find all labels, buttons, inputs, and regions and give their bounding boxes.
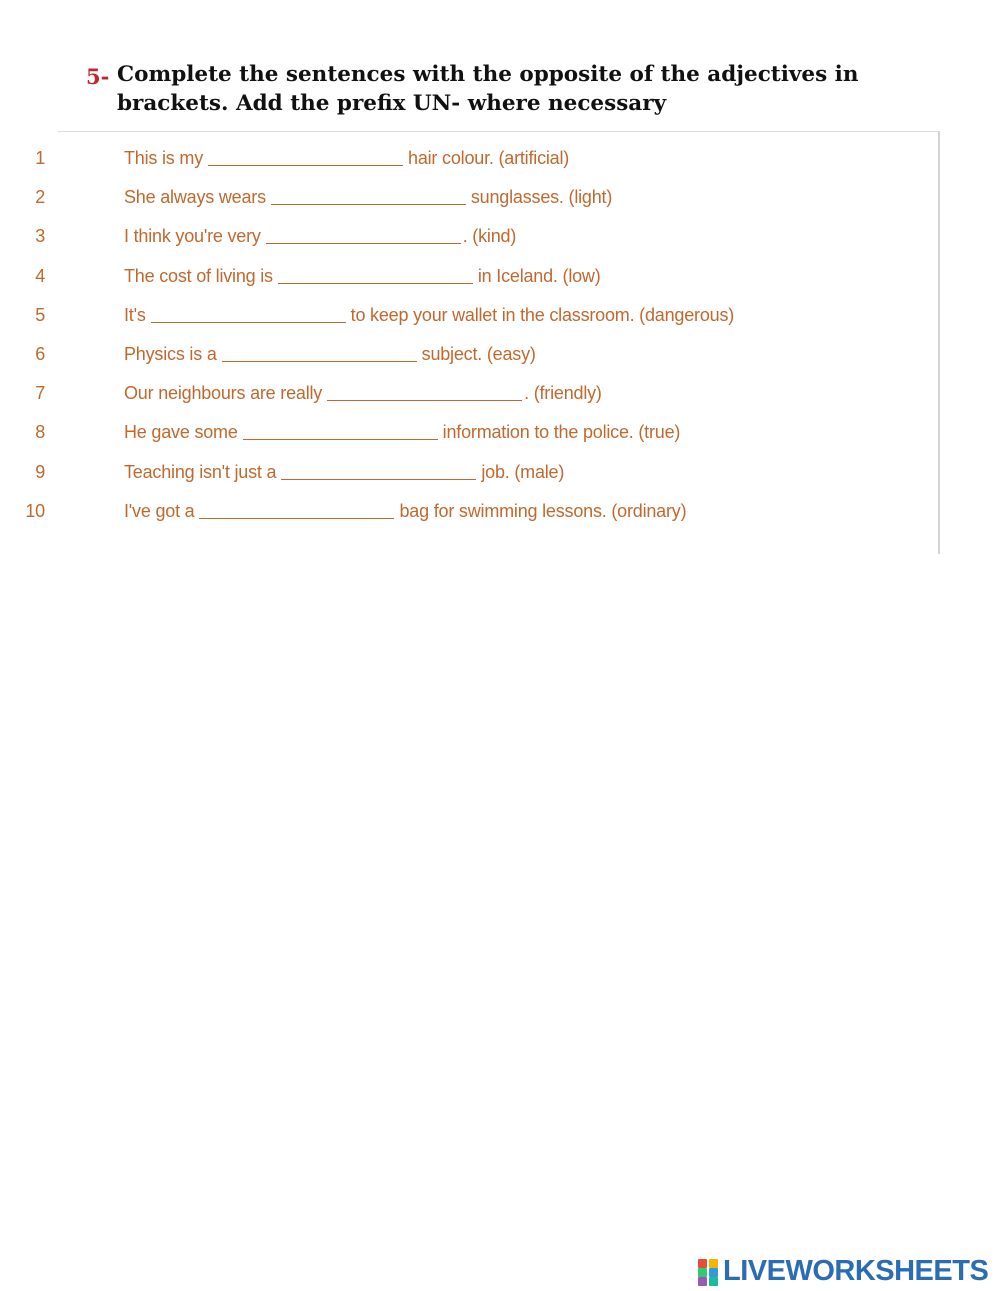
sentence-text-after: . (kind) (462, 226, 517, 247)
sentence-row (0, 296, 938, 335)
sentence-number: 4 (35, 265, 45, 286)
sentence-row (0, 217, 938, 256)
answer-blank[interactable] (281, 461, 476, 480)
logo-text: LIVEWORKSHEETS (723, 1255, 989, 1287)
sentence-row (0, 178, 938, 217)
sentence-row (0, 453, 938, 492)
sentence-number: 10 (25, 500, 45, 521)
sentence-text-before: Physics is a (124, 344, 217, 365)
sentence-text-after: hair colour. (artificial) (408, 148, 570, 169)
answer-blank[interactable] (278, 265, 473, 284)
liveworksheets-logo (698, 1255, 988, 1288)
sentence-text-before: It's (124, 304, 146, 325)
sentence-text-after: to keep your wallet in the classroom. (dangerous) (350, 304, 735, 325)
answer-blank[interactable] (222, 343, 417, 362)
answer-blank[interactable] (151, 304, 346, 323)
answer-blank[interactable] (271, 186, 466, 205)
sentence-text-before: I think you're very (124, 226, 261, 247)
exercise-instruction: Complete the sentences with the opposite of the adjectives in brackets. Add the prefix UN- where necessary (117, 62, 859, 116)
sentence-number: 6 (35, 344, 45, 365)
sentence-text-before: Our neighbours are really (124, 383, 323, 404)
sentence-number: 5 (35, 304, 45, 325)
sentence-text-after: in Iceland. (low) (477, 265, 601, 286)
sentence-text-after: sunglasses. (light) (470, 187, 613, 208)
sentence-text-before: This is my (124, 148, 204, 169)
sentence-number: 2 (35, 187, 45, 208)
liveworksheets-logo-icon (698, 1259, 720, 1285)
sentence-text-before: Teaching isn't just a (124, 461, 277, 482)
sentence-text-after: information to the police. (true) (442, 422, 681, 443)
sentence-number: 3 (35, 226, 45, 247)
answer-blank[interactable] (199, 500, 394, 519)
answer-blank[interactable] (208, 147, 403, 166)
sentence-text-before: He gave some (124, 422, 238, 443)
exercise-number: 5- (86, 64, 110, 89)
sentence-list (0, 139, 938, 531)
sentence-row (0, 139, 938, 178)
sentence-row (0, 413, 938, 452)
sentence-text-before: The cost of living is (124, 265, 273, 286)
answer-blank[interactable] (327, 382, 522, 401)
sentence-number: 9 (35, 461, 45, 482)
sentence-text-after: subject. (easy) (421, 344, 536, 365)
sentence-text-after: job. (male) (481, 461, 565, 482)
sentence-number: 8 (35, 422, 45, 443)
sentence-text-before: I've got a (124, 500, 195, 521)
sentence-row (0, 257, 938, 296)
answer-blank[interactable] (243, 421, 438, 440)
sentence-text-after: . (friendly) (524, 383, 602, 404)
sentence-row (0, 335, 938, 374)
answer-blank[interactable] (266, 225, 461, 244)
sentence-row (0, 374, 938, 413)
sentence-text-before: She always wears (124, 187, 266, 208)
sentence-number: 7 (35, 383, 45, 404)
sentence-text-after: bag for swimming lessons. (ordinary) (399, 500, 687, 521)
sentence-number: 1 (35, 148, 45, 169)
sentence-row (0, 492, 938, 531)
